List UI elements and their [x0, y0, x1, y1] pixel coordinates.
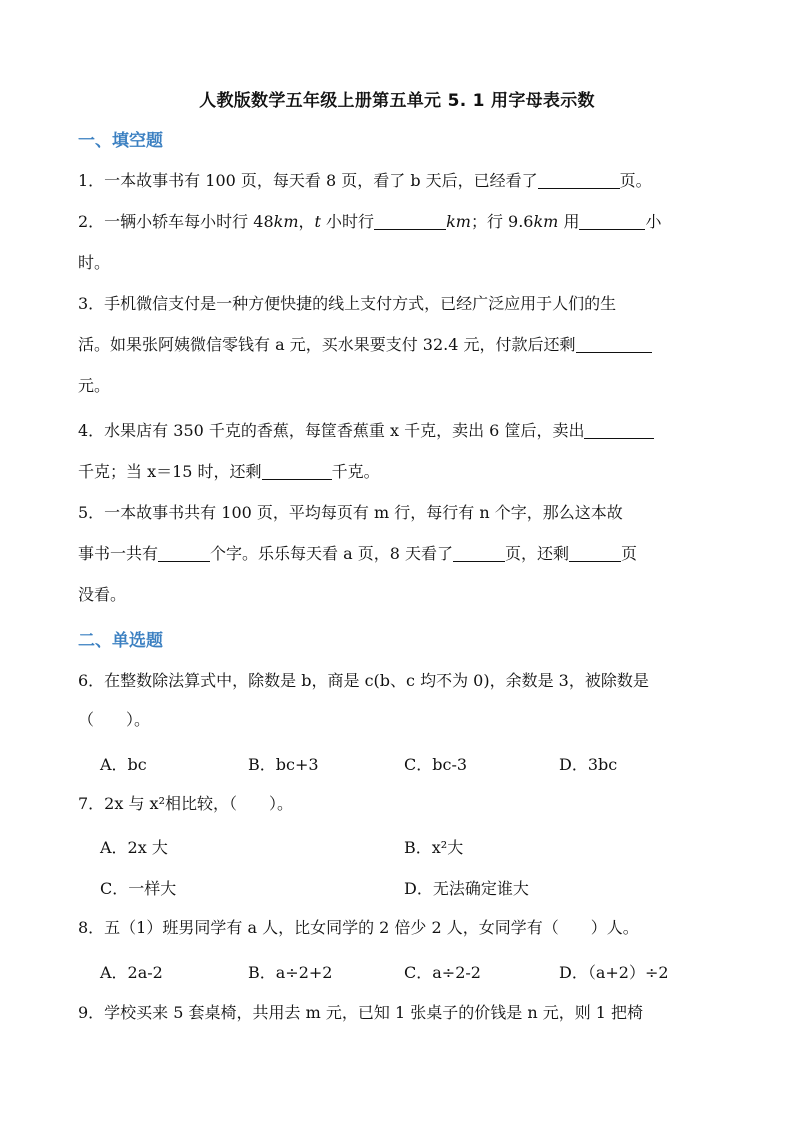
answer-blank[interactable]: [579, 213, 645, 230]
q7-option-d[interactable]: D．无法确定谁大: [404, 879, 529, 898]
answer-blank[interactable]: [158, 545, 210, 562]
q8-option-d[interactable]: D．（a+2）÷2: [559, 963, 669, 982]
section-single-choice: 二、单选题: [78, 631, 163, 651]
question-2-cont: 时。: [78, 253, 111, 272]
page-title: 人教版数学五年级上册第五单元 5. 1 用字母表示数: [199, 91, 595, 111]
q6-option-d[interactable]: D．3bc: [559, 755, 618, 774]
question-2: 2．一辆小轿车每小时行 48km，t 小时行 km；行 9.6km 用 小: [78, 212, 662, 231]
question-1: 1．一本故事书有 100 页，每天看 8 页，看了 b 天后，已经看了 页。: [78, 171, 652, 190]
answer-blank[interactable]: [584, 422, 654, 439]
answer-blank[interactable]: [262, 463, 332, 480]
q7-option-a[interactable]: A．2x 大: [100, 838, 168, 857]
answer-blank[interactable]: [569, 545, 621, 562]
answer-blank[interactable]: [576, 336, 652, 353]
question-5: 5．一本故事书共有 100 页，平均每页有 m 行，每行有 n 个字，那么这本故: [78, 503, 623, 522]
question-3-cont: 活。如果张阿姨微信零钱有 a 元，买水果要支付 32.4 元，付款后还剩: [78, 334, 652, 356]
q8-option-c[interactable]: C．a÷2-2: [404, 963, 481, 982]
answer-blank[interactable]: [374, 213, 446, 230]
q6-option-c[interactable]: C．bc-3: [404, 755, 468, 774]
q7-option-c[interactable]: C．一样大: [100, 879, 177, 898]
question-9: 9．学校买来 5 套桌椅，共用去 m 元，已知 1 张桌子的价钱是 n 元，则 1 把椅: [78, 1003, 644, 1022]
question-6-cont: （ ）。: [78, 710, 151, 729]
q6-option-a[interactable]: A．bc: [100, 755, 147, 774]
answer-blank[interactable]: [538, 172, 620, 189]
section-fill-in-blank: 一、填空题: [78, 131, 163, 151]
q6-option-b[interactable]: B．bc+3: [248, 755, 319, 774]
question-4: 4．水果店有 350 千克的香蕉，每筐香蕉重 x 千克，卖出 6 筐后，卖出: [78, 420, 654, 442]
q8-option-b[interactable]: B．a÷2+2: [248, 963, 333, 982]
q8-option-a[interactable]: A．2a-2: [100, 963, 163, 982]
q7-option-b[interactable]: B．x²大: [404, 838, 464, 857]
question-7: 7．2x 与 x²相比较，（ ）。: [78, 794, 293, 813]
question-8: 8．五（1）班男同学有 a 人，比女同学的 2 倍少 2 人，女同学有（ ）人。: [78, 918, 639, 937]
question-3-end: 元。: [78, 376, 111, 395]
answer-blank[interactable]: [453, 545, 505, 562]
question-6: 6．在整数除法算式中，除数是 b，商是 c(b、c 均不为 0)，余数是 3，被除数是: [78, 671, 649, 690]
question-4-cont: 千克；当 x＝15 时，还剩 千克。: [78, 462, 380, 481]
question-5-cont: 事书一共有 个字。乐乐每天看 a 页，8 天看了 页，还剩 页: [78, 544, 638, 563]
question-5-end: 没看。: [78, 585, 127, 604]
question-3: 3．手机微信支付是一种方便快捷的线上支付方式，已经广泛应用于人们的生: [78, 294, 617, 313]
